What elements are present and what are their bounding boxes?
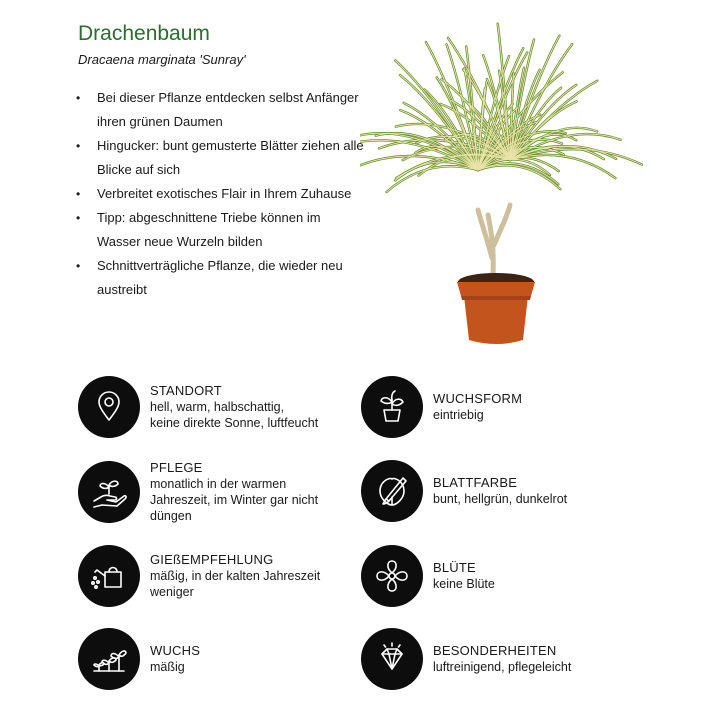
plant-trunk bbox=[478, 205, 510, 275]
product-botanical-name: Dracaena marginata 'Sunray' bbox=[78, 52, 246, 67]
growth-seedlings-icon bbox=[78, 628, 140, 690]
location-pin-icon bbox=[78, 376, 140, 438]
feature-bullet-list bbox=[76, 86, 366, 302]
bullet-item bbox=[76, 86, 366, 134]
feature-value: luftreinigend, pflegeleicht bbox=[433, 660, 572, 674]
plant-leaf bbox=[387, 166, 479, 192]
bullet-dot: • bbox=[76, 139, 81, 153]
feature-pflege bbox=[78, 460, 318, 524]
plant-pot bbox=[457, 282, 535, 344]
feature-bluete bbox=[361, 545, 495, 607]
feature-blattfarbe bbox=[361, 460, 567, 522]
feature-heading: PFLEGE bbox=[150, 460, 203, 475]
potted-plant-icon bbox=[361, 376, 423, 438]
feature-value: bunt, hellgrün, dunkelrot bbox=[433, 492, 568, 506]
feature-heading: STANDORT bbox=[150, 383, 222, 398]
feature-value: mäßig, in der kalten Jahreszeit weniger bbox=[150, 569, 321, 599]
plant-leaf bbox=[387, 166, 479, 192]
diamond-icon bbox=[361, 628, 423, 690]
plant-leaves bbox=[360, 24, 642, 192]
bullet-item bbox=[76, 254, 366, 302]
bullet-dot: • bbox=[76, 91, 81, 105]
pot-rim-shadow bbox=[461, 296, 531, 300]
feature-standort bbox=[78, 376, 318, 438]
feature-value: keine Blüte bbox=[433, 577, 495, 591]
feature-besonderheiten bbox=[361, 628, 571, 690]
feature-value: monatlich in der warmen Jahreszeit, im Winter gar nicht düngen bbox=[150, 477, 319, 523]
feature-wuchsform bbox=[361, 376, 522, 438]
hand-seedling-icon bbox=[78, 461, 140, 523]
feature-heading: BLÜTE bbox=[433, 560, 476, 575]
feature-wuchs bbox=[78, 628, 200, 690]
flower-icon bbox=[361, 545, 423, 607]
bullet-item bbox=[76, 206, 366, 254]
bullet-item bbox=[76, 134, 366, 182]
feature-giessempfehlung bbox=[78, 545, 320, 607]
bullet-text: Bei dieser Pflanze entdecken selbst Anfänger ihren grünen Daumen bbox=[97, 90, 359, 129]
bullet-dot: • bbox=[76, 187, 81, 201]
bullet-item bbox=[76, 182, 366, 206]
product-title: Drachenbaum bbox=[78, 22, 210, 45]
feature-heading: GIEßEMPFEHLUNG bbox=[150, 552, 274, 567]
plant-image bbox=[360, 10, 650, 350]
feature-heading: WUCHS bbox=[150, 643, 201, 658]
watering-can-icon bbox=[78, 545, 140, 607]
bullet-text: Verbreitet exotisches Flair in Ihrem Zuhause bbox=[97, 186, 352, 201]
bullet-dot: • bbox=[76, 259, 81, 273]
feature-heading: BLATTFARBE bbox=[433, 475, 518, 490]
leaf-brush-icon bbox=[361, 460, 423, 522]
feature-value: hell, warm, halbschattig, keine direkte Sonne, luftfeucht bbox=[150, 400, 319, 430]
feature-value: mäßig bbox=[150, 660, 185, 674]
feature-value: eintriebig bbox=[433, 408, 484, 422]
bullet-text: Schnittverträgliche Pflanze, die wieder neu austreibt bbox=[97, 258, 343, 297]
bullet-text: Tipp: abgeschnittene Triebe können im Wasser neue Wurzeln bilden bbox=[97, 210, 321, 249]
feature-heading: BESONDERHEITEN bbox=[433, 643, 557, 658]
bullet-dot: • bbox=[76, 211, 81, 225]
feature-heading: WUCHSFORM bbox=[433, 391, 523, 406]
bullet-text: Hingucker: bunt gemusterte Blätter ziehen alle Blicke auf sich bbox=[97, 138, 364, 177]
